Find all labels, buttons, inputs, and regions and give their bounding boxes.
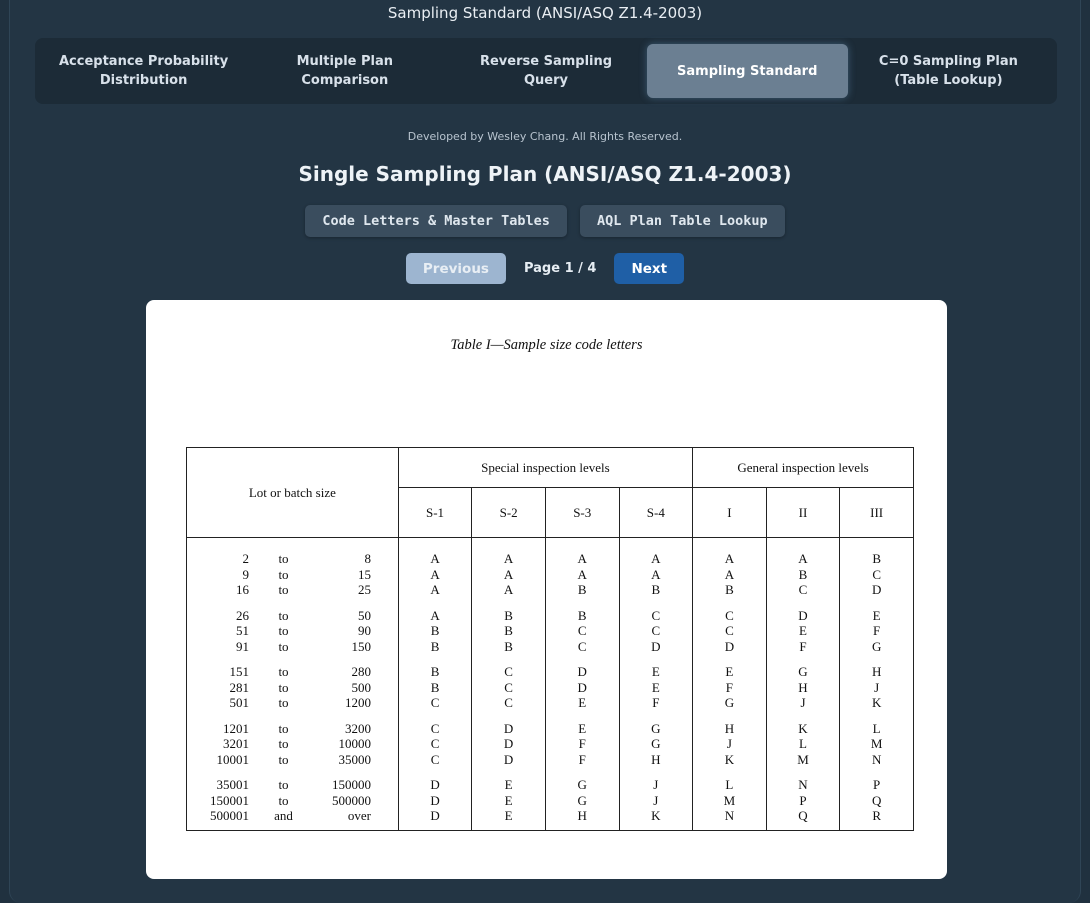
page-indicator: Page 1 / 4 — [523, 261, 597, 276]
code-letter: E — [725, 664, 734, 679]
column-header: I — [693, 488, 767, 538]
table-row — [187, 659, 914, 716]
code-letter: R — [872, 808, 881, 823]
code-letter: G — [577, 792, 587, 808]
code-letter-cell — [545, 659, 619, 716]
lot-size-from: 51 — [236, 623, 249, 638]
code-letter: H — [577, 808, 587, 823]
code-letter: B — [430, 638, 440, 654]
lot-size-from: 91 — [236, 638, 249, 654]
lot-size-sep: to — [278, 736, 289, 751]
code-letter: G — [651, 736, 661, 751]
code-letter: C — [430, 751, 440, 767]
tab-c0-sampling-plan[interactable]: C=0 Sampling Plan (Table Lookup) — [878, 54, 1018, 88]
code-letter: D — [577, 679, 587, 695]
code-letter: C — [504, 679, 513, 695]
code-letter: D — [651, 638, 661, 654]
code-letter: E — [504, 792, 513, 808]
code-letter: C — [504, 695, 513, 710]
code-letters-button[interactable]: Code Letters & Master Tables — [305, 205, 567, 237]
table-row — [187, 716, 914, 773]
code-letter: K — [651, 808, 661, 823]
code-letter: D — [871, 582, 882, 597]
next-button[interactable]: Next — [614, 253, 684, 284]
code-letter: F — [799, 638, 807, 654]
tab-multiple-plan-comparison[interactable]: Multiple Plan Comparison — [296, 54, 394, 88]
code-letter-cell — [766, 603, 840, 660]
lot-size-sep: to — [278, 607, 289, 623]
code-letter: C — [577, 623, 587, 638]
code-letter: B — [430, 664, 440, 679]
lot-size-from: 281 — [229, 679, 249, 695]
tab-acceptance-probability[interactable]: Acceptance Probability Distribution — [59, 54, 229, 88]
lot-size-from: 501 — [229, 695, 249, 710]
code-letter: A — [430, 551, 440, 566]
lot-size-sep: to — [278, 638, 289, 654]
code-letter: F — [578, 736, 586, 751]
code-letter: A — [430, 607, 440, 623]
code-letter-cell — [472, 659, 546, 716]
code-letter-cell — [398, 538, 472, 603]
lot-size-cell — [187, 716, 399, 773]
document-title: Table I—Sample size code letters — [450, 337, 643, 353]
code-letter: D — [724, 638, 735, 654]
code-letter: N — [798, 777, 808, 792]
code-letter: A — [503, 551, 514, 566]
code-letter: A — [651, 566, 661, 582]
code-letter: B — [504, 638, 513, 654]
code-letter: K — [871, 695, 882, 710]
lot-size-to: 3200 — [345, 720, 371, 736]
code-letter-cell — [693, 772, 767, 830]
code-letter-cell — [840, 603, 914, 660]
lot-size-to: 50 — [358, 607, 371, 623]
lot-size-to: 8 — [364, 551, 371, 566]
code-letter: C — [725, 607, 734, 623]
code-letter: G — [798, 664, 808, 679]
lot-size-sep: to — [278, 623, 289, 638]
code-letter-cell — [545, 772, 619, 830]
code-letter: L — [872, 720, 881, 736]
code-letter: J — [653, 792, 659, 808]
code-letter: N — [724, 808, 735, 823]
lot-size-to: 25 — [358, 582, 371, 597]
code-letter: J — [800, 695, 806, 710]
code-letter: H — [798, 679, 808, 695]
app-container — [9, 0, 1081, 903]
code-letter-cell — [766, 716, 840, 773]
code-letter-cell — [619, 716, 693, 773]
lot-size-from: 150001 — [210, 792, 249, 808]
code-letter: L — [725, 777, 734, 792]
code-letter-cell — [766, 772, 840, 830]
lot-size-from: 1201 — [223, 720, 249, 736]
code-letter: Q — [798, 808, 808, 823]
code-letter: F — [725, 679, 734, 695]
code-letter-cell — [619, 603, 693, 660]
code-letter-cell — [398, 603, 472, 660]
code-letter-cell — [472, 538, 546, 603]
code-letter: E — [872, 607, 881, 623]
lot-size-cell — [187, 603, 399, 660]
code-letter: L — [799, 736, 807, 751]
lot-size-to: 280 — [351, 664, 371, 679]
table-row — [187, 538, 914, 603]
code-letter: C — [430, 695, 440, 710]
code-letter-cell — [472, 772, 546, 830]
lot-size-sep: to — [278, 777, 289, 792]
code-letter: E — [578, 695, 587, 710]
code-letter-cell — [472, 716, 546, 773]
pager — [10, 253, 1080, 284]
code-letter: E — [651, 679, 660, 695]
lot-size-cell — [187, 538, 399, 603]
code-letter: C — [430, 720, 440, 736]
code-letter-cell — [398, 772, 472, 830]
code-letter: D — [430, 792, 440, 808]
code-letter: J — [653, 777, 659, 792]
lot-size-to: 10000 — [338, 736, 371, 751]
code-letter-cell — [840, 772, 914, 830]
lot-size-header: Lot or batch size — [187, 448, 399, 538]
lot-size-sep: to — [278, 551, 289, 566]
code-letter: E — [504, 808, 513, 823]
code-letter-cell — [693, 716, 767, 773]
page-title: Single Sampling Plan (ANSI/ASQ Z1.4-2003) — [298, 162, 792, 186]
column-header: S-2 — [472, 488, 546, 538]
code-letter: H — [871, 664, 882, 679]
code-letter-cell — [840, 716, 914, 773]
main-tab-bar — [35, 38, 1057, 104]
code-letter: P — [873, 777, 881, 792]
code-letter-cell — [766, 659, 840, 716]
code-letter: J — [874, 679, 880, 695]
tab-reverse-sampling-query[interactable]: Reverse Sampling Query — [479, 54, 613, 88]
lot-size-from: 2 — [242, 551, 249, 566]
code-letter: B — [504, 607, 513, 623]
code-letter: C — [504, 664, 513, 679]
code-letter: B — [577, 582, 587, 597]
lot-size-from: 10001 — [216, 751, 249, 767]
lot-size-from: 3201 — [223, 736, 249, 751]
code-letter-cell — [398, 659, 472, 716]
code-letter-cell — [545, 538, 619, 603]
code-letter: M — [723, 792, 736, 808]
table-row — [187, 772, 914, 830]
lot-size-from: 151 — [229, 664, 249, 679]
code-letter-table — [186, 447, 914, 831]
lot-size-sep: to — [278, 566, 289, 582]
code-letter: N — [871, 751, 882, 767]
code-letter: Q — [871, 792, 882, 808]
code-letter: C — [430, 736, 440, 751]
code-letter: A — [430, 582, 440, 597]
code-letter: A — [798, 551, 808, 566]
lot-size-to: 1200 — [345, 695, 371, 710]
lot-size-sep: to — [278, 679, 289, 695]
code-letter: A — [651, 551, 661, 566]
credit-text: Developed by Wesley Chang. All Rights Reserved. — [407, 130, 683, 143]
code-letter: H — [724, 720, 735, 736]
table-row — [187, 603, 914, 660]
lot-size-cell — [187, 659, 399, 716]
lot-size-to: 15 — [358, 566, 371, 582]
lot-size-sep: to — [278, 751, 289, 767]
code-letter: D — [430, 777, 440, 792]
code-letter: A — [430, 566, 440, 582]
code-letter: E — [578, 720, 587, 736]
lot-size-sep: to — [278, 792, 289, 808]
general-levels-header: General inspection levels — [693, 448, 914, 488]
code-letter: D — [503, 720, 514, 736]
document-page — [146, 300, 947, 879]
code-letter: B — [430, 679, 440, 695]
column-header: II — [766, 488, 840, 538]
lot-size-to: over — [347, 808, 371, 823]
lot-size-from: 35001 — [216, 777, 249, 792]
code-letter-cell — [472, 603, 546, 660]
code-letter: F — [652, 695, 660, 710]
code-letter: C — [577, 638, 587, 654]
code-letter-cell — [398, 716, 472, 773]
aql-plan-lookup-button[interactable]: AQL Plan Table Lookup — [580, 205, 785, 237]
code-letter: E — [651, 664, 660, 679]
code-letter: A — [724, 551, 735, 566]
tab-sampling-standard[interactable]: Sampling Standard — [647, 44, 848, 98]
lot-size-sep: to — [278, 664, 289, 679]
lot-size-from: 500001 — [210, 808, 249, 823]
code-letter: H — [651, 751, 661, 767]
code-letter: A — [503, 566, 514, 582]
code-letter: P — [799, 792, 807, 808]
code-letter: B — [577, 607, 587, 623]
code-letter: A — [503, 582, 514, 597]
lot-size-sep: to — [278, 720, 289, 736]
code-letter: B — [651, 582, 661, 597]
lot-size-to: 150 — [351, 638, 371, 654]
code-letter: C — [651, 607, 661, 623]
code-letter-cell — [693, 659, 767, 716]
app-title: Sampling Standard (ANSI/ASQ Z1.4-2003) — [387, 4, 703, 22]
code-letter-cell — [840, 659, 914, 716]
lot-size-sep: to — [278, 582, 289, 597]
code-letter-cell — [545, 716, 619, 773]
code-letter: G — [577, 777, 587, 792]
lot-size-from: 16 — [236, 582, 249, 597]
code-letter-cell — [619, 538, 693, 603]
code-letter: D — [577, 664, 587, 679]
column-header: S-3 — [545, 488, 619, 538]
column-header: III — [840, 488, 914, 538]
code-letter: B — [872, 551, 881, 566]
code-letter: A — [577, 551, 587, 566]
column-header: S-4 — [619, 488, 693, 538]
column-header: S-1 — [398, 488, 472, 538]
code-letter: B — [504, 623, 513, 638]
code-letter: J — [726, 736, 732, 751]
code-letter: K — [724, 751, 735, 767]
previous-button[interactable]: Previous — [406, 253, 506, 284]
code-letter: G — [724, 695, 735, 710]
code-letter: F — [578, 751, 586, 767]
code-letter: A — [724, 566, 735, 582]
sub-tab-bar — [10, 205, 1080, 237]
code-letter-cell — [840, 538, 914, 603]
code-letter: C — [872, 566, 881, 582]
special-levels-header: Special inspection levels — [398, 448, 692, 488]
code-letter: G — [871, 638, 882, 654]
code-letter: C — [798, 582, 808, 597]
lot-size-to: 90 — [358, 623, 371, 638]
code-letter: B — [725, 582, 734, 597]
code-letter: M — [797, 751, 809, 767]
code-letter-cell — [619, 772, 693, 830]
lot-size-cell — [187, 772, 399, 830]
code-letter: G — [651, 720, 661, 736]
code-letter-cell — [693, 603, 767, 660]
code-letter: B — [798, 566, 808, 582]
lot-size-from: 9 — [242, 566, 249, 582]
lot-size-sep: and — [274, 808, 293, 823]
lot-size-sep: to — [278, 695, 289, 710]
code-letter: D — [503, 736, 514, 751]
code-letter: E — [799, 623, 807, 638]
code-letter: C — [725, 623, 734, 638]
lot-size-from: 26 — [236, 607, 249, 623]
code-letter: A — [577, 566, 587, 582]
lot-size-to: 150000 — [332, 777, 371, 792]
code-letter-cell — [693, 538, 767, 603]
lot-size-to: 35000 — [338, 751, 371, 767]
code-letter: K — [798, 720, 808, 736]
code-letter: B — [430, 623, 440, 638]
code-letter-cell — [545, 603, 619, 660]
code-letter: M — [870, 736, 883, 751]
code-letter: D — [503, 751, 514, 767]
lot-size-to: 500 — [351, 679, 371, 695]
code-letter-cell — [766, 538, 840, 603]
lot-size-to: 500000 — [332, 792, 371, 808]
code-letter: E — [504, 777, 513, 792]
code-letter: C — [651, 623, 661, 638]
code-letter-cell — [619, 659, 693, 716]
code-letter: D — [798, 607, 808, 623]
code-letter: D — [430, 808, 440, 823]
code-letter: F — [873, 623, 881, 638]
